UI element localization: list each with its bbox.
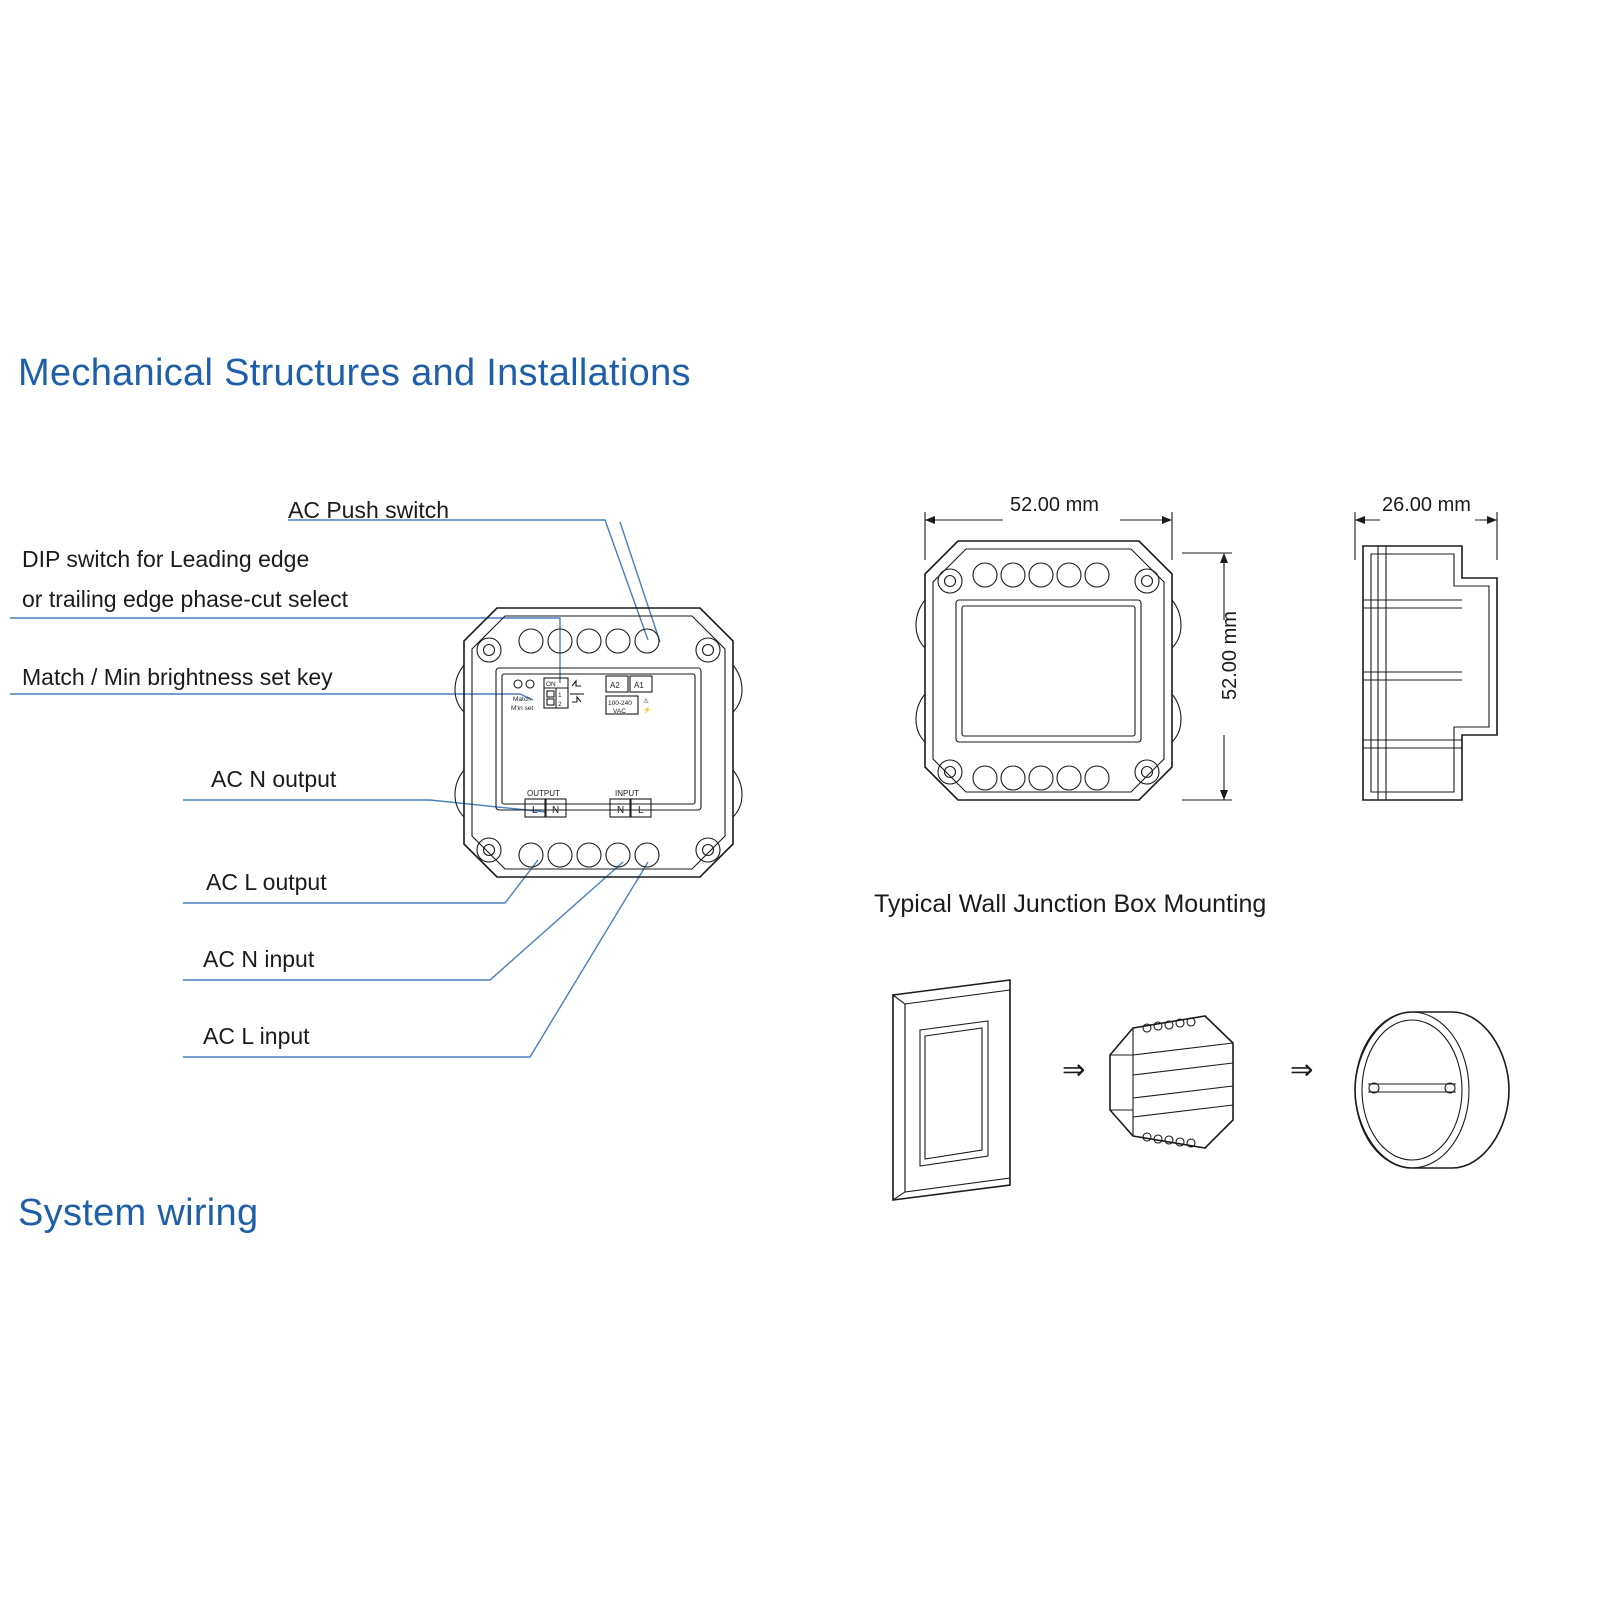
mounting-arrow-2: ⇒ (1290, 1054, 1314, 1085)
device-label-input-n: N (617, 805, 625, 816)
mounting-junction-box (1355, 1012, 1509, 1168)
device-label-output-title: OUTPUT (527, 789, 560, 798)
device-label-minset: M'in set (511, 705, 534, 712)
svg-text:2: 2 (558, 701, 562, 708)
device-label-match: Match (513, 696, 531, 703)
callout-label-ac-n-output: AC N output (211, 766, 337, 792)
device-label-input-title: INPUT (615, 789, 639, 798)
svg-text:ON: ON (546, 681, 556, 688)
svg-text:⚠: ⚠ (643, 698, 649, 705)
mounting-section-title: Typical Wall Junction Box Mounting (874, 890, 1267, 918)
device-label-voltage: 100-240 (608, 700, 632, 707)
mounting-device-module (1110, 1016, 1233, 1148)
callout-label-match-key: Match / Min brightness set key (22, 664, 333, 690)
device-top-view-left (455, 608, 742, 877)
mounting-wall-plate (893, 980, 1010, 1200)
device-label-input-l: L (638, 805, 644, 816)
device-label-output-l: L (532, 805, 538, 816)
dimension-label-height: 52.00 mm (1219, 611, 1241, 700)
callout-leader-lines (10, 520, 660, 1057)
dimension-label-width: 52.00 mm (1010, 494, 1099, 516)
callout-label-ac-l-input: AC L input (203, 1023, 310, 1049)
mounting-arrow-1: ⇒ (1062, 1054, 1086, 1085)
page-title-system-wiring: System wiring (18, 1192, 259, 1234)
device-label-a2: A2 (610, 681, 620, 690)
device-label-output-n: N (552, 805, 560, 816)
svg-text:1: 1 (558, 692, 562, 699)
callout-label-dip-switch-line2: or trailing edge phase-cut select (22, 586, 349, 612)
callout-label-ac-n-input: AC N input (203, 946, 315, 972)
callout-label-ac-push-switch: AC Push switch (288, 497, 450, 523)
device-label-a1: A1 (634, 681, 644, 690)
callout-label-dip-switch-line1: DIP switch for Leading edge (22, 546, 310, 572)
dimension-drawing-side-view (1355, 512, 1497, 800)
dimension-drawing-top-view (916, 512, 1232, 800)
dimension-label-depth: 26.00 mm (1382, 494, 1471, 516)
callout-label-ac-l-output: AC L output (206, 869, 327, 895)
page-title-mechanical: Mechanical Structures and Installations (18, 352, 691, 394)
device-label-voltage-unit: VAC (613, 708, 626, 715)
svg-text:⚡: ⚡ (643, 707, 652, 714)
